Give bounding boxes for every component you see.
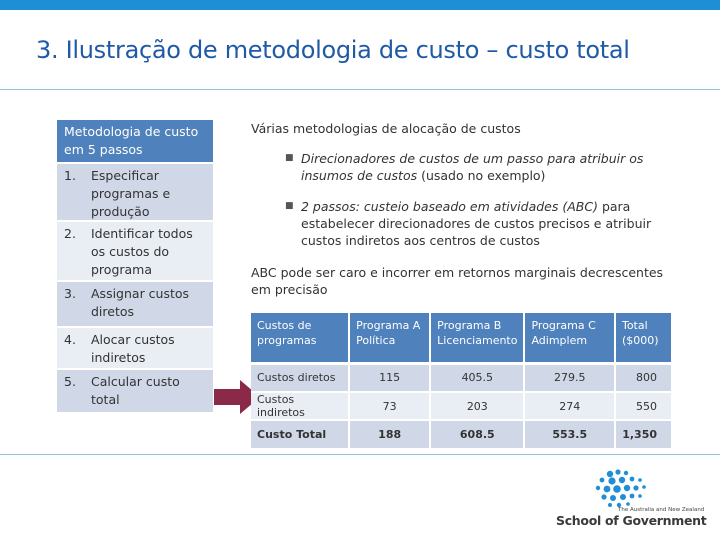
bullet-italic: 2 passos: custeio baseado em atividades (ABC)	[301, 199, 598, 214]
table-cell: 279.5	[524, 363, 615, 392]
step-number: 2.	[64, 226, 76, 241]
step-text: Assignar custos diretos	[91, 286, 190, 319]
school-logo	[552, 468, 712, 530]
table-cell: 203	[430, 392, 524, 420]
table-row	[251, 392, 671, 420]
steps-header: Metodologia de custo em 5 passos	[57, 120, 213, 162]
note-text: ABC pode ser caro e incorrer em retornos marginais decrescentes em precisão	[251, 265, 664, 297]
title-divider	[0, 89, 720, 90]
table-cell: 73	[349, 392, 430, 420]
column-header: Programa A Política	[349, 313, 430, 363]
cost-table	[251, 313, 671, 448]
table-row	[251, 363, 671, 392]
bullet-item	[285, 198, 681, 249]
bullet-text: para estabelecer direcionadores de custos precisos e atribuir custos indiretos aos centros de custos	[301, 199, 652, 248]
step-text: Especificar programas e produção	[91, 168, 171, 219]
table-cell: Custos indiretos	[251, 392, 349, 420]
logo-dots-icon	[552, 468, 712, 510]
step-number: 1.	[64, 168, 76, 183]
bullet-icon: ■	[285, 201, 294, 211]
table-cell: 800	[615, 363, 671, 392]
bullet-item	[285, 150, 681, 184]
table-header-row	[251, 313, 671, 363]
logo-subtext: The Australia and New Zealand	[618, 507, 705, 513]
bullet-text: (usado no exemplo)	[417, 168, 546, 183]
step-number: 4.	[64, 332, 76, 347]
table-cell: 188	[349, 420, 430, 448]
logo-text: School of Government	[556, 513, 707, 528]
bullet-icon: ■	[285, 153, 294, 163]
steps-table	[57, 120, 213, 412]
column-header: Programa B Licenciamento	[430, 313, 524, 363]
table-cell: 1,350	[615, 420, 671, 448]
table-cell: 274	[524, 392, 615, 420]
column-header: Custos de programas	[251, 313, 349, 363]
slide-title: 3. Ilustração de metodologia de custo – custo total	[36, 36, 630, 64]
column-header: Programa C Adimplem	[524, 313, 615, 363]
step-text: Calcular custo total	[91, 374, 180, 407]
step-row	[57, 162, 213, 220]
step-row	[57, 280, 213, 326]
intro-text: Várias metodologias de alocação de custos	[251, 121, 521, 136]
step-number: 3.	[64, 286, 76, 301]
step-row	[57, 368, 213, 412]
footer-divider	[0, 454, 720, 455]
table-row	[251, 420, 671, 448]
table-cell: 115	[349, 363, 430, 392]
table-cell: 405.5	[430, 363, 524, 392]
step-row	[57, 326, 213, 368]
bullet-italic: Direcionadores de custos de um passo para atribuir os insumos de custos	[301, 151, 644, 183]
step-number: 5.	[64, 374, 76, 389]
top-accent-bar	[0, 0, 720, 10]
table-cell: 608.5	[430, 420, 524, 448]
step-text: Identificar todos os custos do programa	[91, 226, 193, 277]
table-cell: Custos diretos	[251, 363, 349, 392]
step-text: Alocar custos indiretos	[91, 332, 175, 365]
table-cell: 550	[615, 392, 671, 420]
step-row	[57, 220, 213, 280]
column-header: Total ($000)	[615, 313, 671, 363]
table-cell: 553.5	[524, 420, 615, 448]
table-cell: Custo Total	[251, 420, 349, 448]
